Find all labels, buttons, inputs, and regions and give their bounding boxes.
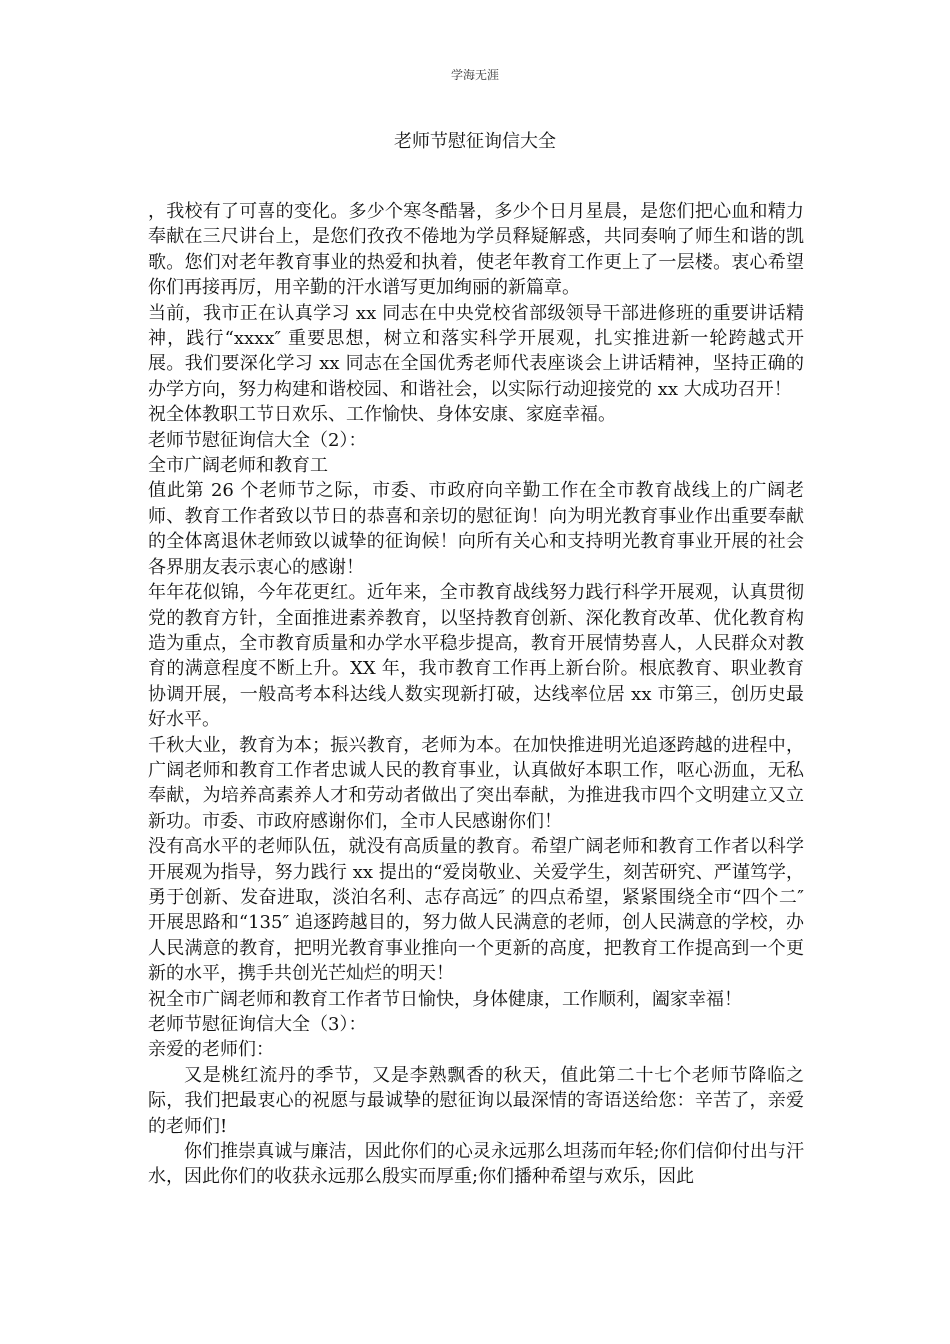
- paragraph-8: 千秋大业，教育为本；振兴教育，老师为本。在加快推进明光追逐跨越的进程中，广阔老师和教育工作者忠诚人民的教育事业，认真做好本职工作，呕心沥血，无私奉献，为培养高素养人才和劳动者做出了突出奉献，为推进我市四个文明建立又立新功。市委、市政府感谢你们，全市人民感谢你们！: [148, 734, 804, 832]
- paragraph-1: ，我校有了可喜的变化。多少个寒冬酷暑，多少个日月星晨，是您们把心血和精力奉献在三尺讲台上，是您们孜孜不倦地为学员释疑解惑，共同奏响了师生和谐的凯歌。您们对老年教育事业的热爱和执着，使老年教育工作更上了一层楼。衷心希望你们再接再厉，用辛勤的汗水谱写更加绚丽的新篇章。: [148, 201, 804, 299]
- paragraph-10: 祝全市广阔老师和教育工作者节日愉快，身体健康，工作顺利，阖家幸福！: [148, 988, 742, 1010]
- paragraph-13: 又是桃红流丹的季节，又是李熟飘香的秋天，值此第二十七个老师节降临之际，我们把最衷心的祝愿与最诚挚的慰征询以最深情的寄语送给您：辛苦了，亲爱的老师们!: [148, 1064, 804, 1137]
- paragraph-9: 没有高水平的老师队伍，就没有高质量的教育。希望广阔老师和教育工作者以科学开展观为指导，努力践行 xx 提出的“爱岗敬业、关爱学生，刻苦研究、严谨笃学，勇于创新、发奋进取，淡泊名利、志存高远″ 的四点希望，紧紧围绕全市“四个二″ 开展思路和“135″ 追逐跨越目的，努力做人民满意的老师，创人民满意的学校，办人民满意的教育，把明光教育事业推向一个更新的高度，把教育工作提高到一个更新的水平，携手共创光芒灿烂的明天！: [148, 836, 804, 985]
- salutation-2: 全市广阔老师和教育工: [148, 455, 328, 477]
- paragraph-14: 你们推崇真诚与廉洁，因此你们的心灵永远那么坦荡而年轻;你们信仰付出与汗水，因此你们的收获永远那么殷实而厚重;你们播种希望与欢乐，因此: [148, 1141, 804, 1188]
- paragraph-6: 值此第 26 个老师节之际，市委、市政府向辛勤工作在全市教育战线上的广阔老师、教育工作者致以节日的恭喜和亲切的慰征询！向为明光教育事业作出重要奉献的全体离退休老师致以诚挚的征询候！向所有关心和支持明光教育事业开展的社会各界朋友表示衷心的感谢！: [148, 480, 804, 578]
- document-title: 老师节慰征询信大全: [394, 131, 556, 152]
- section-heading-2: 老师节慰征询信大全（2）：: [148, 429, 367, 451]
- salutation-3: 亲爱的老师们：: [148, 1039, 274, 1061]
- page-header: 学海无涯: [450, 68, 499, 82]
- paragraph-3: 祝全体教职工节日欢乐、工作愉快、身体安康、家庭幸福。: [148, 404, 616, 426]
- paragraph-7: 年年花似锦，今年花更红。近年来，全市教育战线努力践行科学开展观，认真贯彻党的教育方针，全面推进素养教育，以坚持教育创新、深化教育改革、优化教育构造为重点，全市教育质量和办学水平稳步提高，教育开展情势喜人，人民群众对教育的满意程度不断上升。XX 年，我市教育工作再上新台阶。根底教育、职业教育协调开展，一般高考本科达线人数实现新打破，达线率位居 xx 市第三，创历史最好水平。: [148, 582, 804, 731]
- section-heading-3: 老师节慰征询信大全（3）：: [148, 1014, 367, 1035]
- document-body: [148, 199, 804, 1190]
- paragraph-2: 当前，我市正在认真学习 xx 同志在中央党校省部级领导干部进修班的重要讲话精神，践行“xxxx″ 重要思想，树立和落实科学开展观，扎实推进新一轮跨越式开展。我们要深化学习 xx 同志在全国优秀老师代表座谈会上讲话精神，坚持正确的办学方向，努力构建和谐校园、和谐社会，以实际行动迎接党的 xx 大成功召开！: [148, 302, 804, 400]
